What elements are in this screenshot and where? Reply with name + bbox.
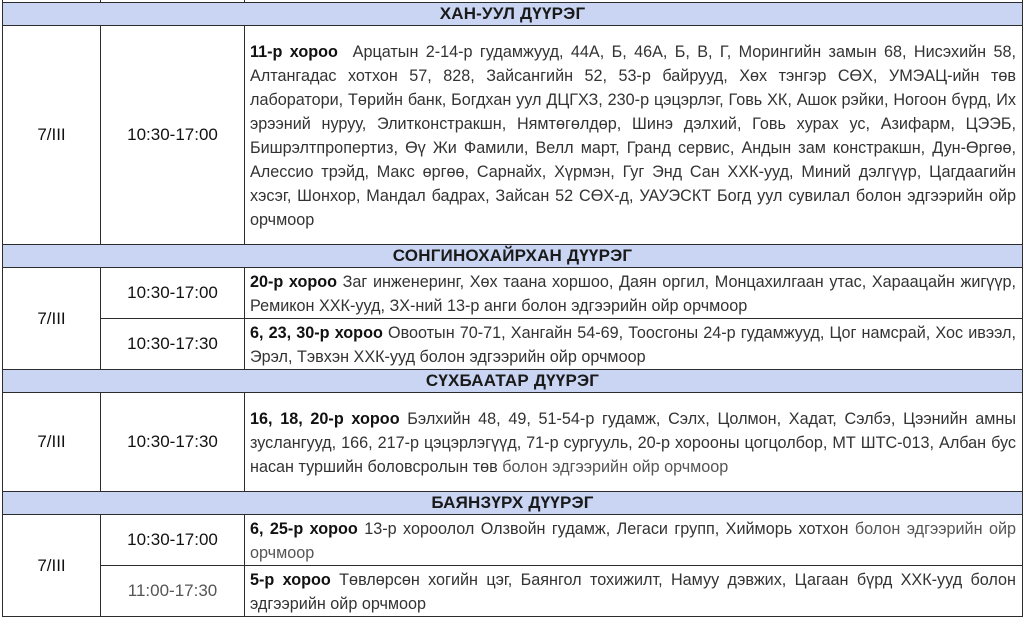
area-list-tail: болон эдгээрийн ойр орчмоор <box>497 458 729 476</box>
area-description <box>245 268 1023 319</box>
district-header-songinokhairkhan <box>3 245 1023 268</box>
area-list: Бэлхийн 48, 49, 51-54-р гудамж, Сэлх, Цолмон, Хадат, Сэлбэ, Цээнийн амны зуслангууд, 166, 217-р цэцэрлэгүүд, 71-р сургууль, 20-р хорооны цогцолбор, МТ ШТС-013, Албан бус насан туршийн боловсролын төв <box>250 410 1016 476</box>
area-description <box>245 26 1023 245</box>
khoroo-label: 16, 18, 20-р хороо <box>250 410 400 428</box>
area-list: Арцатын 2-14-р гудамжууд, 44А, Б, 46А, Б, В, Г, Морингийн замын 68, Нисэхийн 58, Алтангадас хотхон 57, 828, Зайсангийн 52, 53-р байрууд, Хөх тэнгэр СӨХ, УМЭАЦ-ийн төв лаборатори, Төрийн банк, Богдхан уул ДЦГХЗ, 230-р цэцэрлэг, Говь ХК, Ашок рэйки, Ногоон бүрд, Их эрээний нуруу, Элитконстракшн, Нямтөгөлдөр, Шинэ дэлхий, Говь хурах ус, Азифарм, ЦЭЭБ, Бишрэлтпропертиз, Өү Жи Фамили, Велл март, Гранд сервис, Андын зам констракшн, Дун-Өргөө, Алессио трэйд, Макс өргөө, Сарнайх, Хүрмэн, Гуг Энд Сан ХХК-ууд, Миний дэлгүүр, Цагдаагийн хэсэг, Шонхор, Мандал бадрах, Зайсан 52 СӨХ-д, УАУЭСКТ Богд уул сувилал болон эдгээрийн ойр орчмоор <box>250 43 1016 229</box>
area-description <box>245 319 1023 370</box>
time-cell: 10:30-17:30 <box>101 319 245 370</box>
district-header-khan-uul <box>3 3 1023 26</box>
time-cell: 10:30-17:00 <box>101 268 245 319</box>
area-description <box>245 393 1023 492</box>
area-description <box>245 566 1023 617</box>
area-list: Заг инженеринг, Хөх таана хоршоо, Даян оргил, Монцахилгаан утас, Хараацайн жигүүр, Ремикон ХХК-ууд, ЗХ-ний 13-р анги болон эдгээрийн ойр орчмоор <box>250 273 1016 315</box>
date-cell: 7/III <box>3 26 101 245</box>
time-cell: 10:30-17:00 <box>101 26 245 245</box>
district-header-sukhbaatar <box>3 370 1023 393</box>
khoroo-label: 6, 23, 30-р хороо <box>250 324 383 342</box>
district-name: ХАН-УУЛ ДҮҮРЭГ <box>3 3 1023 26</box>
table-row <box>3 515 1023 566</box>
area-list: Овоотын 70-71, Хангайн 54-69, Тоосгоны 24-р гудамжууд, Цог намсрай, Хос ивээл, Эрэл, Тэвхэн ХХК-ууд болон эдгээрийн ойр орчмоор <box>250 324 1016 366</box>
time-cell: 10:30-17:00 <box>101 515 245 566</box>
date-cell: 7/III <box>3 515 101 617</box>
district-name: СОНГИНОХАЙРХАН ДҮҮРЭГ <box>3 245 1023 268</box>
area-list-tail: болон эдгээрийн ойр орчмоор <box>250 520 1017 562</box>
table-row <box>3 26 1023 245</box>
khoroo-label: 11-р хороо <box>250 43 338 61</box>
district-name: БАЯНЗҮРХ ДҮҮРЭГ <box>3 492 1023 515</box>
khoroo-label: 6, 25-р хороо <box>250 520 358 538</box>
table-row <box>3 566 1023 617</box>
khoroo-label: 5-р хороо <box>250 571 331 589</box>
date-cell: 7/III <box>3 393 101 492</box>
district-header-bayanzurkh <box>3 492 1023 515</box>
area-list: Төвлөрсөн хогийн цэг, Баянгол тохижилт, Намуу дэвжих, Цагаан бүрд ХХК-ууд болон эдгээрийн ойр орчмоор <box>250 571 1016 613</box>
table-row <box>3 319 1023 370</box>
outage-schedule-table <box>2 0 1023 617</box>
time-cell: 11:00-17:30 <box>101 566 245 617</box>
area-list: 13-р хороолол Олзвойн гудамж, Легаси групп, Хийморь хотхон <box>364 520 849 538</box>
date-cell: 7/III <box>3 268 101 370</box>
table-row <box>3 268 1023 319</box>
table-row <box>3 393 1023 492</box>
district-name: СҮХБААТАР ДҮҮРЭГ <box>3 370 1023 393</box>
khoroo-label: 20-р хороо <box>250 273 338 291</box>
area-description <box>245 515 1023 566</box>
time-cell: 10:30-17:30 <box>101 393 245 492</box>
